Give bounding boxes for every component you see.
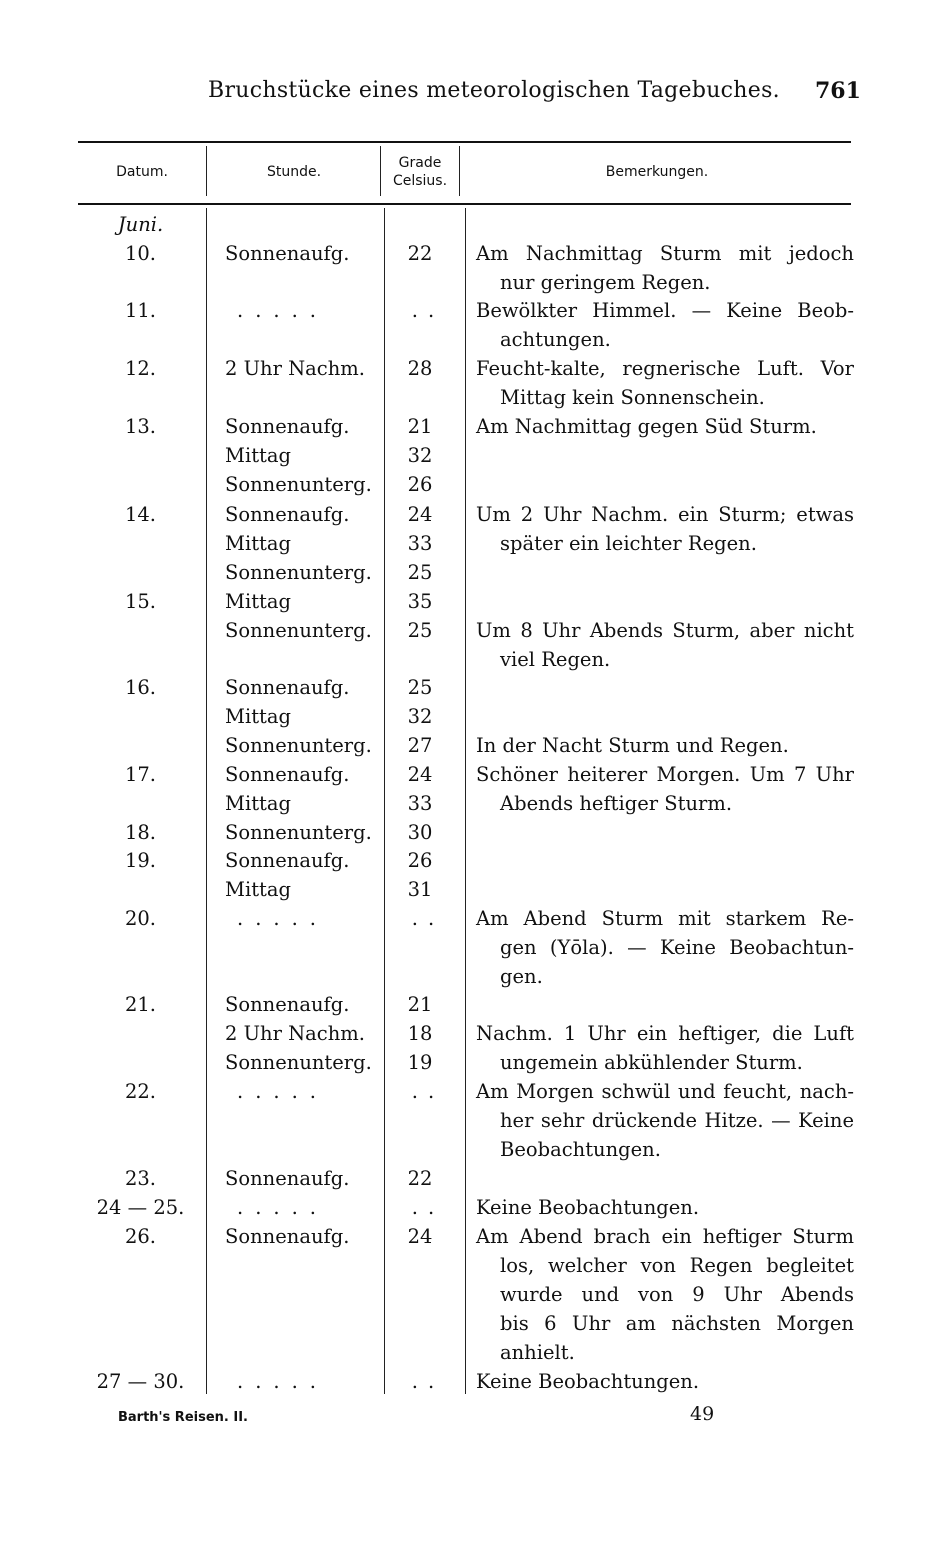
table-cell-temperature: 22 — [407, 1167, 433, 1190]
running-title: Bruchstücke eines meteorologischen Tagebuches. — [208, 78, 780, 103]
table-cell-hour: Mittag — [225, 705, 291, 728]
table-cell-temperature: 32 — [407, 444, 433, 467]
table-cell-temperature: 24 — [407, 763, 433, 786]
table-cell-temperature: 27 — [407, 734, 433, 757]
remark-entry — [476, 239, 854, 297]
remark-line: her sehr drückende Hitze. — Keine — [500, 1109, 854, 1132]
table-cell-hour: Mittag — [225, 444, 291, 467]
table-cell-hour: ..... — [237, 907, 328, 930]
table-cell-temperature: .. — [411, 1196, 445, 1219]
table-cell-temperature: 25 — [407, 619, 433, 642]
remark-line: Am Morgen schwül und feucht, nach- — [476, 1080, 854, 1103]
table-cell-hour: Sonnenaufg. — [225, 993, 350, 1016]
table-cell-date: 16. — [124, 676, 156, 699]
table-cell-temperature: 22 — [407, 242, 433, 265]
table-cell-hour: Mittag — [225, 532, 291, 555]
table-cell-date: 11. — [124, 299, 156, 322]
column-header-grade — [382, 154, 458, 190]
table-cell-temperature: 33 — [407, 792, 433, 815]
remark-line: Keine Beobachtungen. — [476, 1196, 700, 1219]
column-header-stunde: Stunde. — [266, 164, 322, 180]
column-divider — [206, 208, 207, 1394]
remark-line: nur geringem Regen. — [500, 271, 711, 294]
table-cell-hour: Sonnenunterg. — [225, 734, 372, 757]
table-cell-date: 10. — [124, 242, 156, 265]
table-cell-date: 24 — 25. — [96, 1196, 185, 1219]
table-cell-hour: Sonnenunterg. — [225, 473, 372, 496]
column-divider — [206, 146, 207, 196]
table-cell-hour: Sonnenaufg. — [225, 503, 350, 526]
remark-entry — [476, 1367, 854, 1396]
table-cell-hour: Sonnenaufg. — [225, 1225, 350, 1248]
table-cell-date: 13. — [124, 415, 156, 438]
table-cell-temperature: 35 — [407, 590, 433, 613]
remark-entry — [476, 1019, 854, 1077]
table-top-rule — [78, 141, 851, 143]
table-cell-hour: Sonnenunterg. — [225, 1051, 372, 1074]
table-cell-hour: ..... — [237, 1196, 328, 1219]
table-cell-temperature: 32 — [407, 705, 433, 728]
remark-line: In der Nacht Sturm und Regen. — [476, 734, 789, 757]
table-cell-temperature: 18 — [407, 1022, 433, 1045]
table-cell-date: 22. — [124, 1080, 156, 1103]
remark-line: Beobachtungen. — [500, 1138, 661, 1161]
remark-entry — [476, 1193, 854, 1222]
table-cell-temperature: 25 — [407, 676, 433, 699]
remark-line: Am Nachmittag gegen Süd Sturm. — [476, 415, 817, 438]
table-cell-date: 26. — [124, 1225, 156, 1248]
month-label: Juni. — [117, 213, 164, 236]
remark-line: Um 8 Uhr Abends Sturm, aber nicht — [476, 619, 854, 642]
remark-entry — [476, 500, 854, 558]
table-cell-temperature: 33 — [407, 532, 433, 555]
table-cell-date: 17. — [124, 763, 156, 786]
remark-line: viel Regen. — [500, 648, 611, 671]
table-cell-date: 19. — [124, 849, 156, 872]
table-cell-temperature: .. — [411, 907, 445, 930]
column-divider — [459, 146, 460, 196]
table-cell-date: 20. — [124, 907, 156, 930]
table-cell-hour: Mittag — [225, 792, 291, 815]
remark-line: wurde und von 9 Uhr Abends — [500, 1283, 854, 1306]
table-cell-temperature: 30 — [407, 821, 433, 844]
table-cell-date: 14. — [124, 503, 156, 526]
remark-line: Nachm. 1 Uhr ein heftiger, die Luft — [476, 1022, 854, 1045]
table-header-rule — [78, 203, 851, 205]
page-number: 761 — [815, 78, 861, 104]
remark-entry — [476, 1222, 854, 1367]
remark-line: Keine Beobachtungen. — [476, 1370, 700, 1393]
table-cell-hour: Mittag — [225, 590, 291, 613]
table-cell-temperature: .. — [411, 1080, 445, 1103]
table-cell-temperature: 19 — [407, 1051, 433, 1074]
table-cell-date: 18. — [124, 821, 156, 844]
table-cell-hour: Sonnenaufg. — [225, 676, 350, 699]
table-cell-hour: 2 Uhr Nachm. — [225, 1022, 365, 1045]
column-header-bemerkungen: Bemerkungen. — [605, 164, 709, 180]
table-cell-date: 21. — [124, 993, 156, 1016]
table-cell-hour: 2 Uhr Nachm. — [225, 357, 365, 380]
remark-line: Am Nachmittag Sturm mit jedoch — [476, 242, 854, 265]
table-cell-hour: Sonnenaufg. — [225, 1167, 350, 1190]
table-cell-temperature: 28 — [407, 357, 433, 380]
table-cell-date: 12. — [124, 357, 156, 380]
table-cell-hour: ..... — [237, 1080, 328, 1103]
table-cell-temperature: 21 — [407, 415, 433, 438]
column-header-datum: Datum. — [116, 164, 168, 180]
remark-entry — [476, 1077, 854, 1164]
table-cell-date: 23. — [124, 1167, 156, 1190]
remark-line: später ein leichter Regen. — [500, 532, 757, 555]
remark-line: Schöner heiterer Morgen. Um 7 Uhr — [476, 763, 854, 786]
table-cell-hour: Sonnenunterg. — [225, 821, 372, 844]
table-cell-hour: Sonnenaufg. — [225, 763, 350, 786]
table-cell-temperature: 31 — [407, 878, 433, 901]
remark-line: gen. — [500, 965, 543, 988]
remark-line: bis 6 Uhr am nächsten Morgen — [500, 1312, 854, 1335]
remark-line: Am Abend brach ein heftiger Sturm — [476, 1225, 854, 1248]
remark-entry — [476, 296, 854, 354]
remark-line: Mittag kein Sonnenschein. — [500, 386, 765, 409]
remark-line: los, welcher von Regen begleitet — [500, 1254, 854, 1277]
remark-entry — [476, 412, 854, 441]
remark-entry — [476, 760, 854, 818]
table-cell-hour: Mittag — [225, 878, 291, 901]
column-divider — [380, 146, 381, 196]
sheet-number: 49 — [690, 1403, 715, 1425]
remark-line: gen (Yōla). — Keine Beobachtun- — [500, 936, 854, 959]
table-cell-hour: Sonnenaufg. — [225, 242, 350, 265]
table-cell-hour: Sonnenaufg. — [225, 849, 350, 872]
remark-line: anhielt. — [500, 1341, 575, 1364]
table-cell-temperature: 25 — [407, 561, 433, 584]
table-cell-hour: ..... — [237, 1370, 328, 1393]
remark-entry — [476, 731, 854, 760]
table-cell-hour: Sonnenunterg. — [225, 561, 372, 584]
table-cell-temperature: 21 — [407, 993, 433, 1016]
table-cell-temperature: 24 — [407, 1225, 433, 1248]
remark-line: Abends heftiger Sturm. — [500, 792, 733, 815]
remark-entry — [476, 616, 854, 674]
table-cell-temperature: 24 — [407, 503, 433, 526]
table-cell-hour: ..... — [237, 299, 328, 322]
table-cell-date: 15. — [124, 590, 156, 613]
table-cell-date: 27 — 30. — [96, 1370, 185, 1393]
remark-line: achtungen. — [500, 328, 611, 351]
footer-signature: Barth's Reisen. II. — [118, 1410, 248, 1425]
remark-line: Bewölkter Himmel. — Keine Beob- — [476, 299, 854, 322]
table-cell-temperature: .. — [411, 1370, 445, 1393]
remark-entry — [476, 354, 854, 412]
remark-line: Am Abend Sturm mit starkem Re- — [476, 907, 854, 930]
column-header-grade-line1: Grade — [398, 155, 442, 171]
remark-line: ungemein abkühlender Sturm. — [500, 1051, 803, 1074]
table-cell-hour: Sonnenaufg. — [225, 415, 350, 438]
remark-entry — [476, 904, 854, 991]
table-cell-temperature: 26 — [407, 473, 433, 496]
table-cell-hour: Sonnenunterg. — [225, 619, 372, 642]
remark-line: Feucht-kalte, regnerische Luft. Vor — [476, 357, 854, 380]
remark-line: Um 2 Uhr Nachm. ein Sturm; etwas — [476, 503, 854, 526]
table-cell-temperature: 26 — [407, 849, 433, 872]
column-header-grade-line2: Celsius. — [392, 173, 448, 189]
table-cell-temperature: .. — [411, 299, 445, 322]
